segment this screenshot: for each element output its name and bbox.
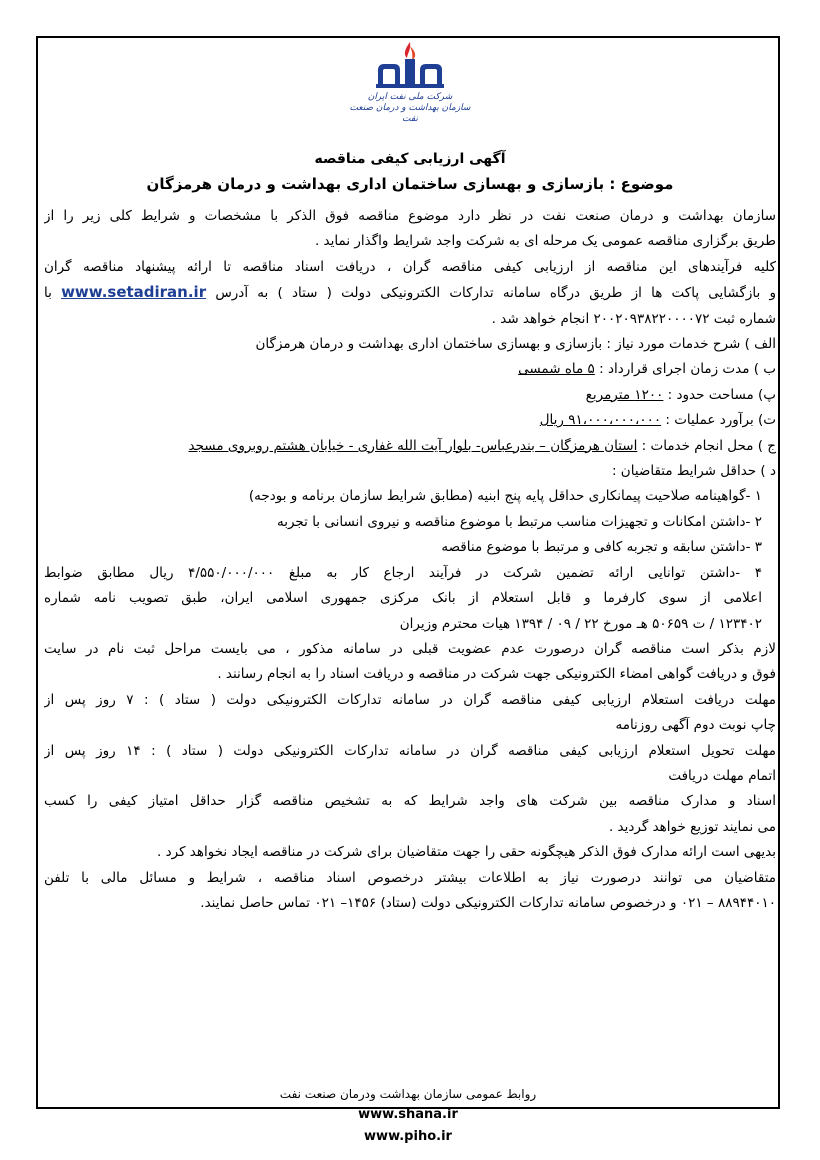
process-text: با — [44, 285, 52, 302]
note-distribution: می نمایند توزیع خواهد گردید . — [608, 818, 776, 835]
requirement-4: اعلامی از سوی کارفرما و قابل استعلام از بانک مرکزی جمهوری اسلامی ایران، طبق تصویب نامه شماره — [44, 590, 762, 607]
logo-company-text: شرکت ملی نفت ایران — [367, 92, 453, 102]
item-location — [44, 434, 776, 459]
item-area — [44, 383, 776, 408]
note-contact: ۸۸۹۴۴۰۱۰ – ۰۲۱ و درخصوص سامانه تدارکات الکترونیکی دولت (ستاد) ۱۴۵۶– ۰۲۱ تماس حاصل نمایند. — [200, 894, 776, 911]
item-requirements-heading: د ) حداقل شرایط متقاضیان : — [611, 463, 776, 480]
footer-public-relations: روابط عمومی سازمان بهداشت ودرمان صنعت نفت — [279, 1087, 537, 1101]
estimate-label: ت) برآورد عملیات : — [661, 412, 776, 429]
requirement-2: ۲ -داشتن امکانات و تجهیزات مناسب مرتبط با موضوع مناقصه و نیروی انسانی با تجربه — [276, 513, 762, 530]
paragraph-process-line — [44, 280, 776, 306]
logo-organization-text: سازمان بهداشت و درمان صنعت نفت — [349, 103, 471, 124]
area-label: پ) مساحت حدود : — [663, 386, 776, 403]
note-distribution: اسناد و مدارک مناقصه بین شرکت های واجد شرایط که به تشخیص مناقصه گزار حداقل امتیاز کیفی را کسب — [44, 793, 776, 810]
footer — [36, 1084, 780, 1148]
paragraph-process-line: کلیه فرآیندهای این مناقصه از ارزیابی کیفی مناقصه گران ، دریافت اسناد مناقصه تا ارائه پیشنهاد مناقصه گران — [44, 258, 776, 275]
note-registration: لازم بذکر است مناقصه گران درصورت عدم عضویت قبلی در سامانه مذکور ، می بایست مراحل ثبت نام در سایت — [44, 640, 776, 657]
nioc-emblem-icon — [372, 40, 448, 92]
footer-shana-link[interactable]: www.shana.ir — [358, 1107, 458, 1122]
duration-label: ب ) مدت زمان اجرای قرارداد : — [594, 361, 776, 378]
note-submit-deadline: مهلت تحویل استعلام ارزیابی کیفی مناقصه گران در سامانه تدارکات الکترونیکی دولت ( ستاد ) : ۱۴ روز پس از — [44, 742, 776, 759]
area-value: ۱۲۰۰ مترمربع — [585, 386, 664, 403]
note-contact: متقاضیان می توانند درصورت نیاز به اطلاعات بیشتر درخصوص اسناد مناقصه ، شرایط و مسائل مالی با تلفن — [44, 869, 776, 886]
estimate-value: ۹۱،۰۰۰،۰۰۰،۰۰۰ ریال — [539, 412, 662, 429]
process-text: و بازگشایی پاکت ها از طریق درگاه سامانه تدارکات الکترونیکی دولت ( ستاد ) به آدرس — [215, 285, 776, 302]
organization-logo — [345, 40, 475, 132]
location-value: استان هرمزگان – بندرعباس- بلوار آیت الله غفاری - خیابان هشتم روبروی مسجد — [188, 437, 638, 454]
registration-number-line: شماره ثبت ۲۰۰۲۰۹۳۸۲۲۰۰۰۰۷۲ انجام خواهد شد . — [491, 310, 776, 327]
requirement-1: ۱ -گواهینامه صلاحیت پیمانکاری حداقل پایه پنج ابنیه (مطابق شرایط سازمان برنامه و بودجه) — [248, 488, 762, 505]
paragraph-intro-line: طریق برگزاری مناقصه عمومی یک مرحله ای به شرکت واجد شرایط واگذار نماید . — [314, 233, 776, 250]
location-label: ج ) محل انجام خدمات : — [637, 437, 776, 454]
announcement-subject: موضوع : بازسازی و بهسازی ساختمان اداری بهداشت و درمان هرمزگان — [146, 175, 674, 193]
note-disclaimer: بدیهی است ارائه مدارک فوق الذکر هیچگونه حقی را جهت متقاضیان برای شرکت در مناقصه ایجاد نخواهد کرد . — [157, 844, 776, 861]
item-service-description: الف ) شرح خدمات مورد نیاز : بازسازی و بهسازی ساختمان اداری بهداشت و درمان هرمزگان — [255, 336, 776, 353]
note-registration: فوق و دریافت گواهی امضاء الکترونیکی جهت شرکت در مناقصه و دریافت اسناد را به انجام رسانند . — [217, 666, 776, 683]
announcement-title: آگهی ارزیابی کیفی مناقصه — [314, 151, 506, 167]
note-submit-deadline: اتمام مهلت دریافت — [668, 767, 776, 784]
duration-value: ۵ ماه شمسی — [518, 361, 595, 378]
setadiran-link[interactable]: www.setadiran.ir — [61, 283, 207, 302]
footer-piho-link[interactable]: www.piho.ir — [364, 1129, 452, 1144]
note-receive-deadline: مهلت دریافت استعلام ارزیابی کیفی مناقصه گران در سامانه تدارکات الکترونیکی دولت ( ستاد ) : ۷ روز پس از — [44, 691, 776, 708]
requirement-4: ۱۲۳۴۰۲ / ت ۵۰۶۵۹ هـ مورخ ۲۲ / ۰۹ / ۱۳۹۴ هیات محترم وزیران — [399, 615, 762, 632]
note-receive-deadline: چاپ نوبت دوم آگهی روزنامه — [615, 717, 776, 734]
requirement-4: ۴ -داشتن توانایی ارائه تضمین شرکت در فرآیند ارجاع کار به مبلغ ۴/۵۵۰/۰۰۰/۰۰۰ ریال مطابق ضوابط — [44, 564, 762, 581]
requirement-3: ۳ -داشتن سابقه و تجربه کافی و مرتبط با موضوع مناقصه — [441, 539, 762, 556]
paragraph-intro-line: سازمان بهداشت و درمان صنعت نفت در نظر دارد موضوع مناقصه فوق الذکر با مشخصات و شرایط کلی زیر را از — [44, 208, 776, 224]
announcement-body — [44, 148, 776, 916]
item-contract-duration — [44, 357, 776, 382]
item-estimate — [44, 408, 776, 433]
